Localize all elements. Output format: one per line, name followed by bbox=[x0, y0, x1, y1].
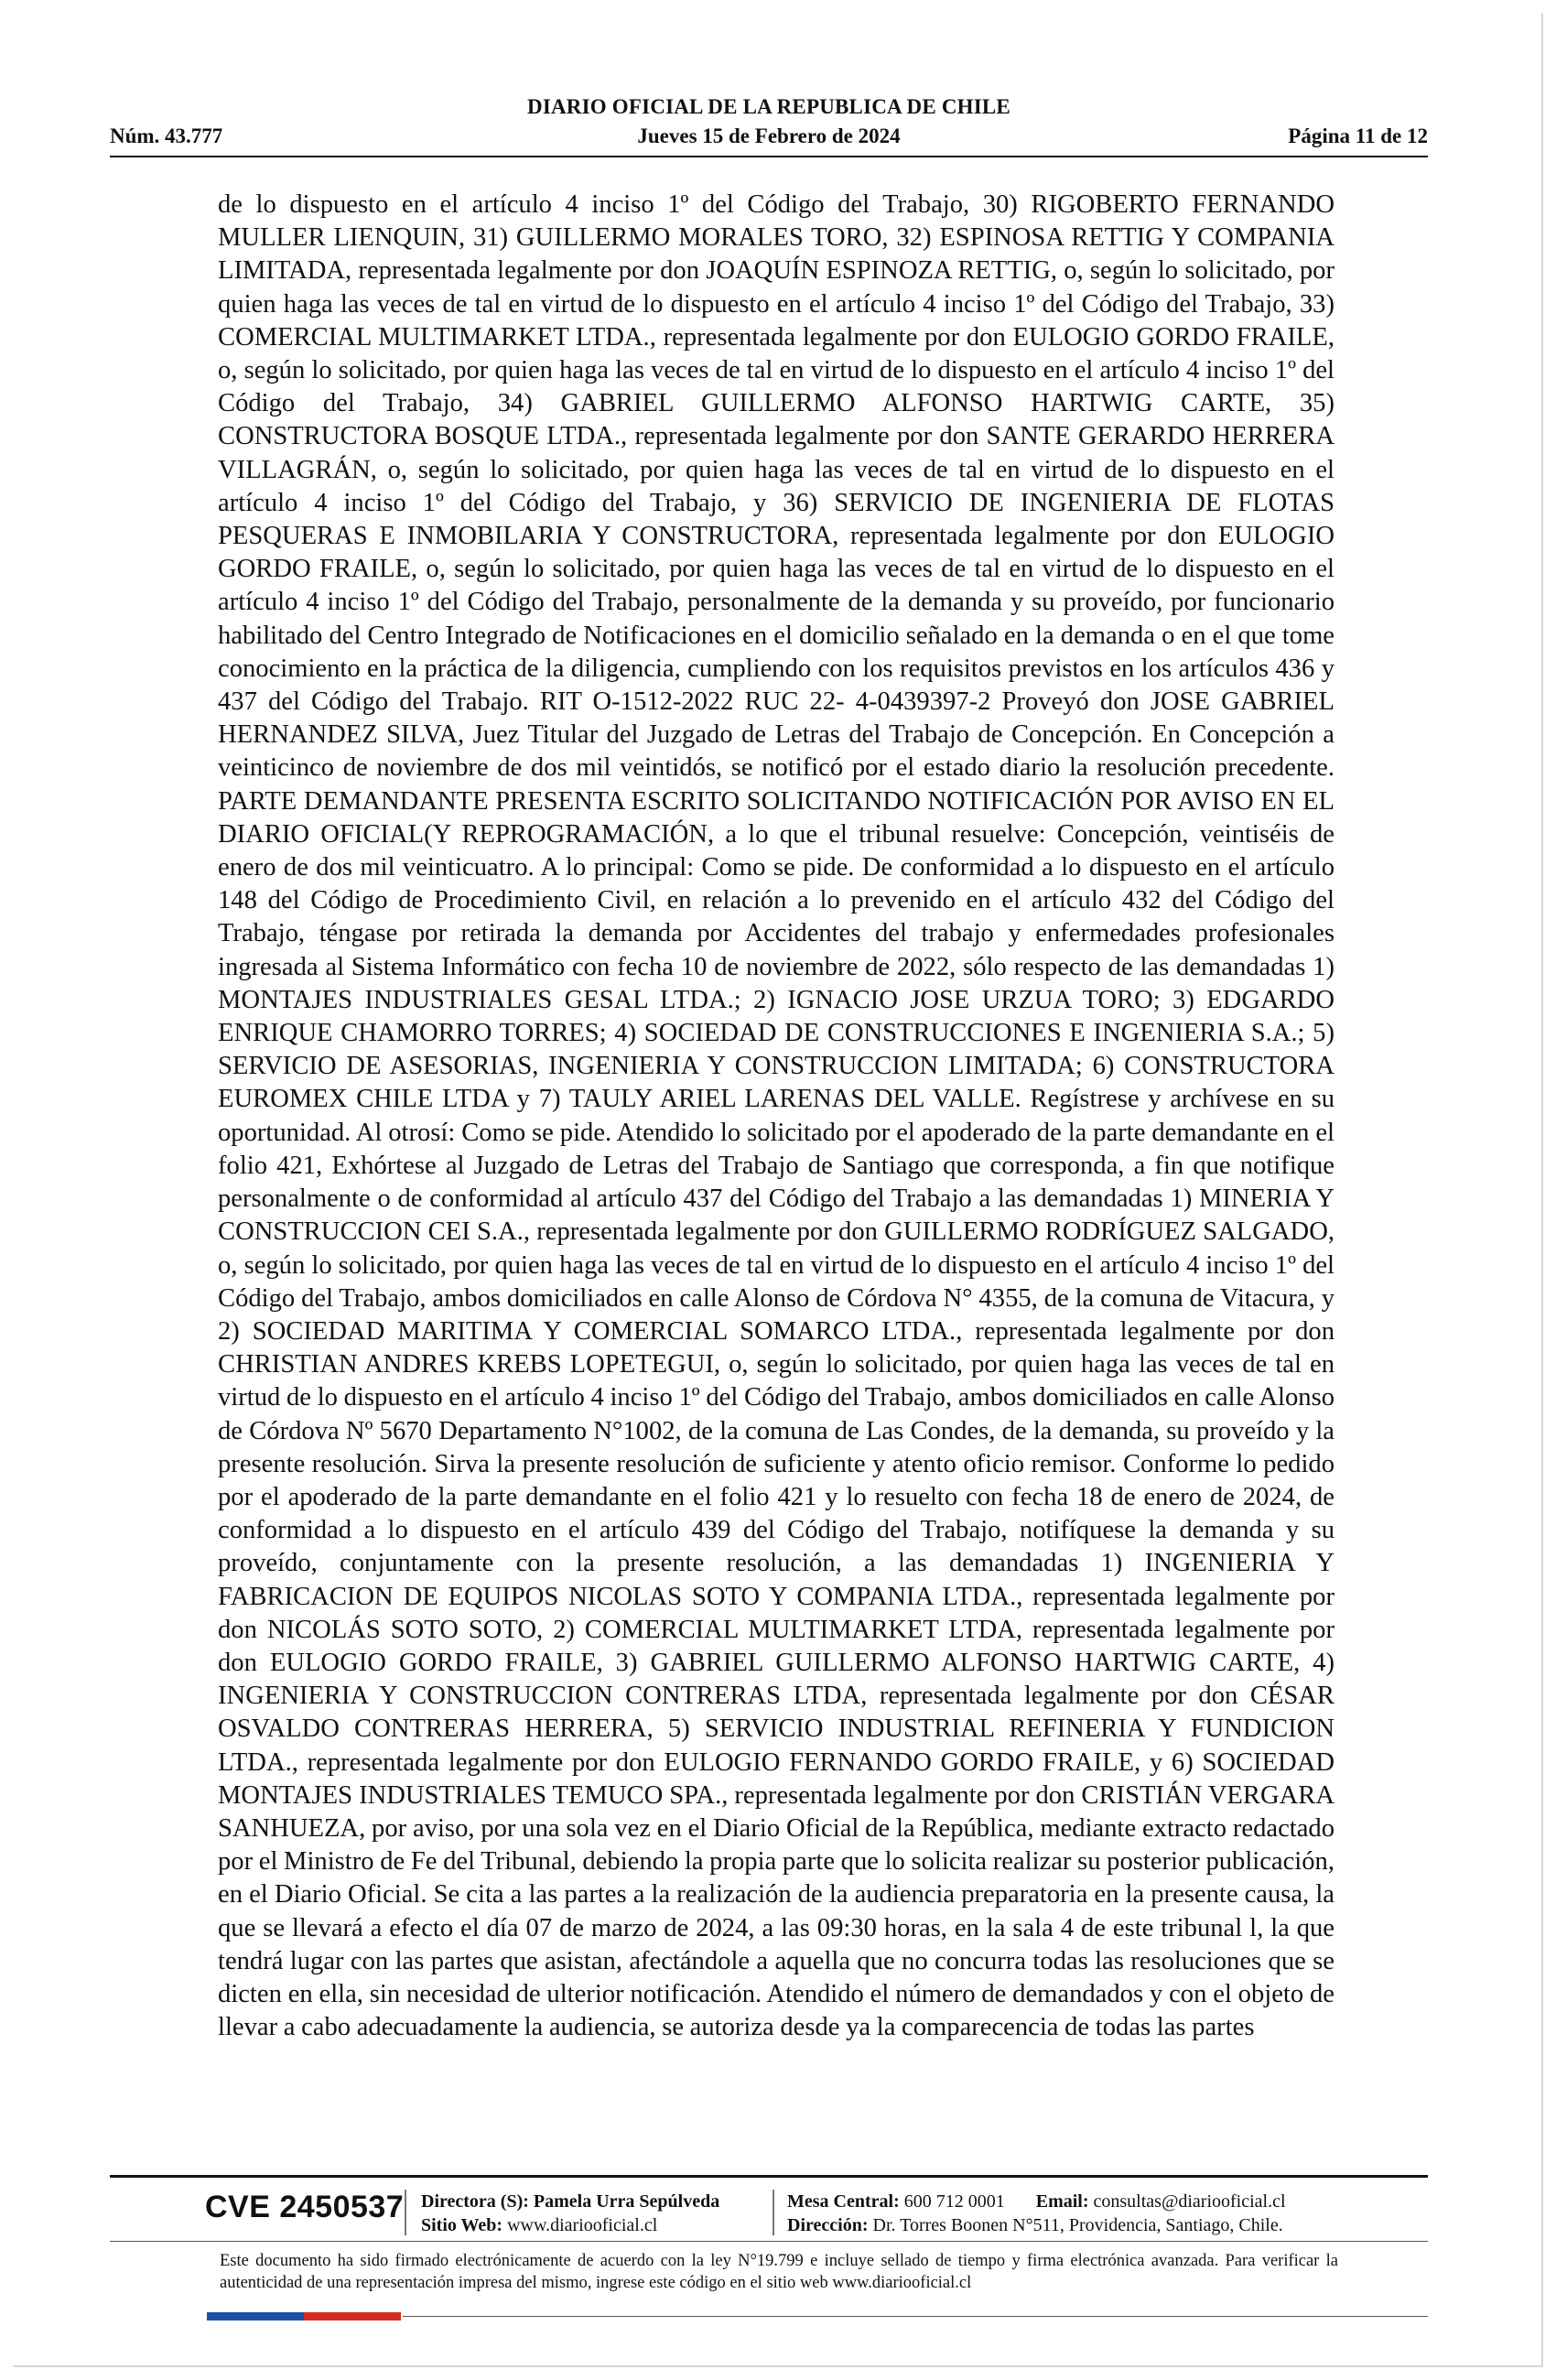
body-paragraph: de lo dispuesto en el artículo 4 inciso 1º del Código del Trabajo, 30) RIGOBERTO FERNANDO MULLER LIENQUIN, 31) GUILLERMO MORALES TORO, 32) ESPINOSA RETTIG Y COMPANIA LIMITADA, representada legalmente por don JOAQUÍN ESPINOZA RETTIG, o, según lo solicitado, por quien haga las veces de tal en virtud de lo dispuesto en el artículo 4 inciso 1º del Código del Trabajo, 33) COMERCIAL MULTIMARKET LTDA., representada legalmente por don EULOGIO GORDO FRAILE, o, según lo solicitado, por quien haga las veces de tal en virtud de lo dispuesto en el artículo 4 inciso 1º del Código del Trabajo, 34) GABRIEL GUILLERMO ALFONSO HARTWIG CARTE, 35) CONSTRUCTORA BOSQUE LTDA., representada legalmente por don SANTE GERARDO HERRERA VILLAGRÁN, o, según lo solicitado, por quien haga las veces de tal en virtud de lo dispuesto en el artículo 4 inciso 1º del Código del Trabajo, y 36) SERVICIO DE INGENIERIA DE FLOTAS PESQUERAS E INMOBILARIA Y CONSTRUCTORA, representada legalmente por don EULOGIO GORDO FRAILE, o, según lo solicitado, por quien haga las veces de tal en virtud de lo dispuesto en el artículo 4 inciso 1º del Código del Trabajo, personalmente de la demanda y su proveído, por funcionario habilitado del Centro Integrado de Notificaciones en el domicilio señalado en la demanda o en el que tome conocimiento en la práctica de la diligencia, cumpliendo con los requisitos previstos en los artículos 436 y 437 del Código del Trabajo. RIT O-1512-2022 RUC 22- 4-0439397-2 Proveyó don JOSE GABRIEL HERNANDEZ SILVA, Juez Titular del Juzgado de Letras del Trabajo de Concepción. En Concepción a veinticinco de noviembre de dos mil veintidós, se notificó por el estado diario la resolución precedente. PARTE DEMANDANTE PRESENTA ESCRITO SOLICITANDO NOTIFICACIÓN POR AVISO EN EL DIARIO OFICIAL(Y REPROGRAMACIÓN, a lo que el tribunal resuelve: Concepción, veintiséis de enero de dos mil veinticuatro. A lo principal: Como se pide. De conformidad a lo dispuesto en el artículo 148 del Código de Procedimiento Civil, en relación a lo prevenido en el artículo 432 del Código del Trabajo, téngase por retirada la demanda por Accidentes del trabajo y enfermedades profesionales ingresada al Sistema Informático con fecha 10 de noviembre de 2022, sólo respecto de las demandadas 1) MONTAJES INDUSTRIALES GESAL LTDA.; 2) IGNACIO JOSE URZUA TORO; 3) EDGARDO ENRIQUE CHAMORRO TORRES; 4) SOCIEDAD DE CONSTRUCCIONES E INGENIERIA S.A.; 5) SERVICIO DE ASESORIAS, INGENIERIA Y CONSTRUCCION LIMITADA; 6) CONSTRUCTORA EUROMEX CHILE LTDA y 7) TAULY ARIEL LARENAS DEL VALLE. Regístrese y archívese en su oportunidad. Al otrosí: Como se pide. Atendido lo solicitado por el apoderado de la parte demandante en el folio 421, Exhórtese al Juzgado de Letras del Trabajo de Santiago que corresponda, a fin que notifique personalmente o de conformidad al artículo 437 del Código del Trabajo a las demandadas 1) MINERIA Y CONSTRUCCION CEI S.A., representada legalmente por don GUILLERMO RODRÍGUEZ SALGADO, o, según lo solicitado, por quien haga las veces de tal en virtud de lo dispuesto en el artículo 4 inciso 1º del Código del Trabajo, ambos domiciliados en calle Alonso de Córdova N° 4355, de la comuna de Vitacura, y 2) SOCIEDAD MARITIMA Y COMERCIAL SOMARCO LTDA., representada legalmente por don CHRISTIAN ANDRES KREBS LOPETEGUI, o, según lo solicitado, por quien haga las veces de tal en virtud de lo dispuesto en el artículo 4 inciso 1º del Código del Trabajo, ambos domiciliados en calle Alonso de Córdova Nº 5670 Departamento N°1002, de la comuna de Las Condes, de la demanda, su proveído y la presente resolución. Sirva la presente resolución de suficiente y atento oficio remisor. Conforme lo pedido por el apoderado de la parte demandante en el folio 421 y lo resuelto con fecha 18 de enero de 2024, de conformidad a lo dispuesto en el artículo 439 del Código del Trabajo, notifíquese la demanda y su proveído, conjuntamente con la presente resolución, a las demandadas 1) INGENIERIA Y FABRICACION DE EQUIPOS NICOLAS SOTO Y COMPANIA LTDA., representada legalmente por don NICOLÁS SOTO SOTO, 2) COMERCIAL MULTIMARKET LTDA, representada legalmente por don EULOGIO GORDO FRAILE, 3) GABRIEL GUILLERMO ALFONSO HARTWIG CARTE, 4) INGENIERIA Y CONSTRUCCION CONTRERAS LTDA, representada legalmente por don CÉSAR OSVALDO CONTRERAS HERRERA, 5) SERVICIO INDUSTRIAL REFINERIA Y FUNDICION LTDA., representada legalmente por don EULOGIO FERNANDO GORDO FRAILE, y 6) SOCIEDAD MONTAJES INDUSTRIALES TEMUCO SPA., representada legalmente por don CRISTIÁN VERGARA SANHUEZA, por aviso, por una sola vez en el Diario Oficial de la República, mediante extracto redactado por el Ministro de Fe del Tribunal, debiendo la propia parte que lo solicita realizar su posterior publicación, en el Diario Oficial. Se cita a las partes a la realización de la audiencia preparatoria en la presente causa, la que se llevará a efecto el día 07 de marzo de 2024, a las 09:30 horas, en la sala 4 de este tribunal l, la que tendrá lugar con las partes que asistan, afectándole a aquella que no concurra todas las resoluciones que se dicten en ella, sin necesidad de ulterior notificación. Atendido el número de demandados y con el objeto de llevar a cabo adecuadamente la audiencia, se autoriza desde ya la comparecencia de todas las partes bbox=[218, 190, 1334, 2042]
signature-disclaimer: Este documento ha sido firmado electrónicamente de acuerdo con la ley N°19.799 e incluye sellado de tiempo y firma electrónica avanzada. Para verificar la autenticidad de una representación impresa del mismo, ingrese este código en el sitio web www.diariooficial.cl bbox=[220, 2252, 1338, 2292]
flag-blue-segment bbox=[207, 2312, 304, 2320]
footer-contact-left bbox=[421, 2190, 719, 2237]
footer-divider bbox=[110, 2175, 1428, 2178]
chile-flag-stripe bbox=[207, 2312, 401, 2320]
mesa-phone: 600 712 0001 bbox=[903, 2191, 1005, 2212]
issue-number: Núm. 43.777 bbox=[110, 124, 223, 147]
email-label: Email: bbox=[1035, 2191, 1089, 2212]
footer-contact-right bbox=[787, 2190, 1286, 2237]
footer-divider bbox=[403, 2316, 1428, 2317]
header-divider bbox=[110, 156, 1428, 157]
site-label: Sitio Web: bbox=[421, 2215, 503, 2235]
footer-divider bbox=[110, 2241, 1428, 2242]
mesa-label: Mesa Central: bbox=[787, 2191, 900, 2212]
site-link[interactable]: www.diariooficial.cl bbox=[507, 2215, 658, 2235]
page-header bbox=[110, 92, 1428, 157]
address-value: Dr. Torres Boonen N°511, Providencia, Santiago, Chile. bbox=[872, 2215, 1283, 2235]
newspaper-title: DIARIO OFICIAL DE LA REPUBLICA DE CHILE bbox=[527, 95, 1010, 118]
address-label: Dirección: bbox=[787, 2215, 869, 2235]
footer-separator bbox=[773, 2190, 774, 2235]
footer-separator bbox=[405, 2190, 406, 2235]
flag-red-segment bbox=[304, 2312, 401, 2320]
footer bbox=[110, 2182, 1428, 2246]
email-link[interactable]: consultas@diariooficial.cl bbox=[1093, 2191, 1286, 2212]
director-label: Directora (S): bbox=[421, 2191, 529, 2212]
cve-code: CVE 2450537 bbox=[205, 2190, 405, 2224]
director-name: Pamela Urra Sepúlveda bbox=[533, 2191, 720, 2212]
document-body bbox=[218, 189, 1334, 2044]
page-number: Página 11 de 12 bbox=[1288, 124, 1428, 147]
issue-date: Jueves 15 de Febrero de 2024 bbox=[637, 124, 901, 147]
